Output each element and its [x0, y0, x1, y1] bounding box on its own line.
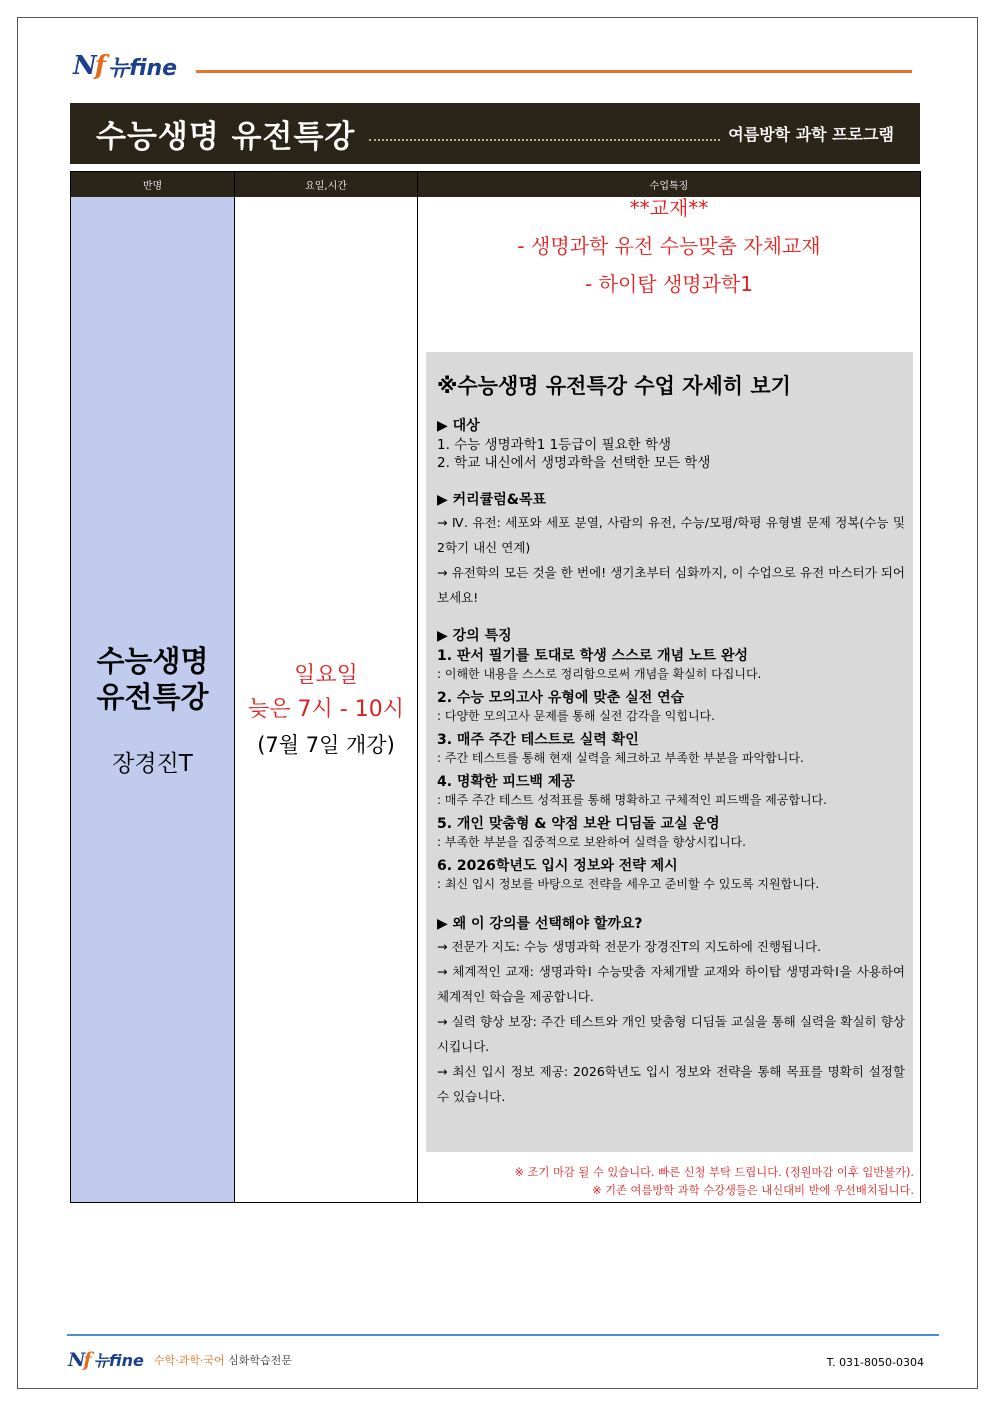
feature-title: 2. 수능 모의고사 유형에 맞춘 실전 연습: [437, 690, 685, 706]
enrollment-notes: [514, 1164, 914, 1200]
why-paragraph: → 체계적인 교재: 생명과학Ⅰ 수능맞춤 자체개발 교재와 하이탑 생명과학Ⅰ을 사용하여 체계적인 학습을 제공합니다.: [437, 964, 905, 1004]
feature-title: 3. 매주 주간 테스트로 실력 확인: [437, 732, 639, 748]
class-column: [71, 197, 235, 1202]
feature-title: 1. 판서 필기를 토대로 학생 스스로 개념 노트 완성: [437, 648, 749, 664]
logo-mark: Nf: [73, 51, 104, 81]
feature-desc: : 주간 테스트를 통해 현재 실력을 체크하고 부족한 부분을 파악합니다.: [437, 751, 804, 765]
class-day: 일요일: [294, 662, 358, 688]
section-target-heading: ▶ 대상: [437, 418, 480, 434]
why-paragraph: → 실력 향상 보장: 주간 테스트와 개인 맞춤형 디딤돌 교실을 통해 실력을 확실히 향상시킵니다.: [437, 1014, 905, 1054]
class-hour: 늦은 7시 - 10시: [248, 696, 404, 722]
feature-desc: : 매주 주간 테스트 성적표를 통해 명확하고 구체적인 피드백을 제공합니다.: [437, 793, 827, 807]
curriculum-paragraph: → Ⅳ. 유전: 세포와 세포 분열, 사람의 유전, 수능/모평/학평 유형별 문제 정복(수능 및 2학기 내신 연계): [437, 515, 905, 555]
textbook-item: - 하이탑 생명과학1: [585, 272, 753, 296]
footer-tagline: 수학·과학·국어 심화학습전문: [153, 1353, 292, 1367]
features-column: [418, 197, 920, 1202]
list-item: 1. 수능 생명과학1 1등급이 필요한 학생: [437, 437, 672, 453]
dotted-leader: [369, 127, 720, 141]
textbook-list: [418, 189, 920, 303]
teacher-name: 장경진T: [112, 751, 193, 777]
feature-desc: : 이해한 내용을 스스로 정리함으로써 개념을 확실히 다집니다.: [437, 667, 762, 681]
footer-phone: T. 031-8050-0304: [826, 1356, 924, 1369]
time-column: [235, 197, 418, 1202]
feature-desc: : 다양한 모의고사 문제를 통해 실전 감각을 익힙니다.: [437, 709, 715, 723]
why-paragraph: → 최신 입시 정보 제공: 2026학년도 입시 정보와 전략을 통해 목표를 명확히 설정할 수 있습니다.: [437, 1064, 905, 1104]
class-name: 수능생명 유전특강: [96, 644, 209, 714]
page-title: 수능생명 유전특강: [96, 119, 356, 155]
feature-title: 5. 개인 맞춤형 & 약점 보완 디딤돌 교실 운영: [437, 816, 720, 832]
note-line: ※ 조기 마감 될 수 있습니다. 빠른 신청 부탁 드립니다. (정원마감 이후 입반불가).: [514, 1166, 914, 1179]
logo-text: 뉴fine: [107, 55, 178, 81]
footer-logo-text: 뉴fine: [93, 1351, 144, 1370]
note-line: ※ 기존 여름방학 과학 수강생들은 내신대비 반에 우선배치됩니다.: [592, 1184, 914, 1197]
title-banner: [70, 103, 920, 164]
brand-logo: [73, 50, 177, 82]
footer-divider: [67, 1334, 939, 1336]
course-table: [70, 171, 921, 1203]
list-item: 2. 학교 내신에서 생명과학을 선택한 모든 학생: [437, 455, 711, 471]
footer-logo-mark: Nf: [68, 1348, 90, 1371]
opening-date: (7월 7일 개강): [257, 732, 395, 757]
header-features: 수업특징: [649, 181, 689, 192]
textbook-item: - 생명과학 유전 수능맞춤 자체교재: [517, 234, 821, 258]
detail-title: ※수능생명 유전특강 수업 자세히 보기: [437, 374, 791, 398]
section-curriculum-heading: ▶ 커리큘럼&목표: [437, 492, 546, 508]
section-features-heading: ▶ 강의 특징: [437, 628, 512, 644]
curriculum-paragraph: → 유전학의 모든 것을 한 번에! 생기초부터 심화까지, 이 수업으로 유전 마스터가 되어보세요!: [437, 565, 905, 605]
program-subtitle: 여름방학 과학 프로그램: [728, 125, 894, 144]
header-time: 요일,시간: [235, 172, 418, 197]
feature-desc: : 최신 입시 정보를 바탕으로 전략을 세우고 준비할 수 있도록 지원합니다.: [437, 877, 820, 891]
course-detail-box: [426, 352, 913, 1152]
footer-logo: [68, 1348, 292, 1371]
header-divider: [196, 70, 912, 73]
feature-title: 4. 명확한 피드백 제공: [437, 774, 575, 790]
textbook-heading: **교재**: [629, 196, 709, 220]
feature-desc: : 부족한 부분을 집중적으로 보완하여 실력을 향상시킵니다.: [437, 835, 746, 849]
section-why-heading: ▶ 왜 이 강의를 선택해야 할까요?: [437, 916, 643, 932]
feature-title: 6. 2026학년도 입시 정보와 전략 제시: [437, 858, 678, 874]
why-paragraph: → 전문가 지도: 수능 생명과학 전문가 장경진T의 지도하에 진행됩니다.: [437, 939, 822, 954]
header-class: 반명: [71, 172, 235, 197]
